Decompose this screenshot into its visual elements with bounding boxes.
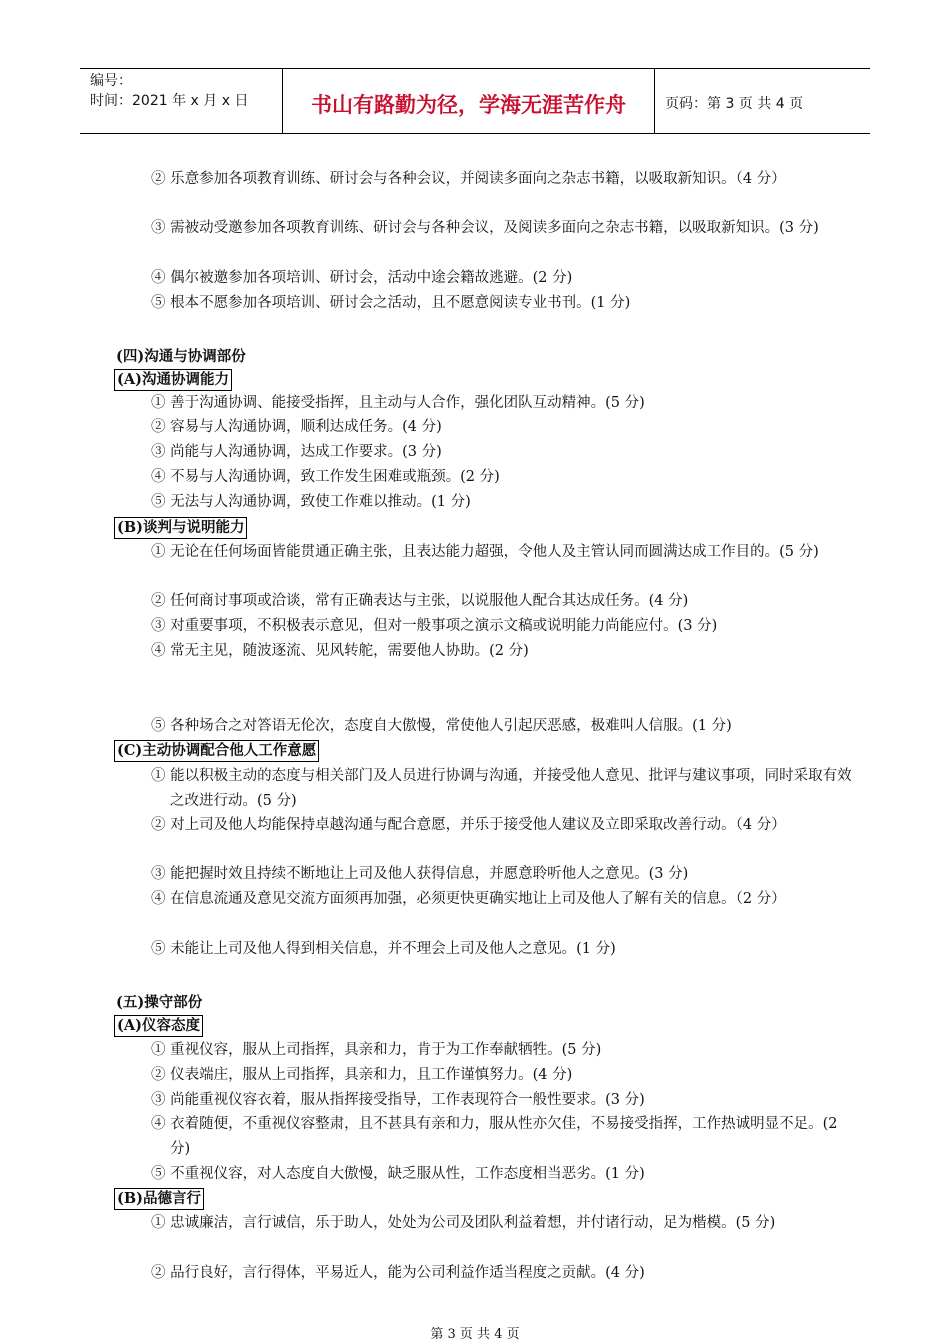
page-header — [80, 68, 870, 134]
subsection-title: (B)品德言行 — [114, 1188, 204, 1210]
list-item: ③ 能把握时效且持续不断地让上司及他人获得信息，并愿意聆听他人之意见。(3 分) — [151, 866, 689, 882]
subsection-title: (A)沟通协调能力 — [114, 369, 232, 391]
list-item: ① 无论在任何场面皆能贯通正确主张，且表达能力超强，令他人及主管认同而圆满达成工作目的。(5 分) — [151, 544, 819, 560]
list-item: ③ 对重要事项，不积极表示意见，但对一般事项之演示文稿或说明能力尚能应付。(3 分) — [151, 618, 718, 634]
list-item: ② 乐意参加各项教育训练、研讨会与各种会议，并阅读多面向之杂志书籍，以吸取新知识。（4 分） — [151, 171, 786, 187]
list-item: ① 能以积极主动的态度与相关部门及人员进行协调与沟通，并接受他人意见、批评与建议事项，同时采取有效之改进行动。(5 分) — [151, 768, 852, 809]
list-item: ⑤ 根本不愿参加各项培训、研讨会之活动，且不愿意阅读专业书刊。(1 分) — [151, 295, 631, 311]
list-item: ⑤ 不重视仪容，对人态度自大傲慢，缺乏服从性，工作态度相当恶劣。(1 分) — [151, 1166, 645, 1182]
list-item: ② 仪表端庄，服从上司指挥，具亲和力，且工作谨慎努力。(4 分) — [151, 1067, 573, 1083]
document-date: 时间：2021 年 x 月 x 日 — [90, 93, 249, 109]
list-item: ② 容易与人沟通协调，顺利达成任务。(4 分) — [151, 419, 442, 435]
header-meta — [80, 69, 283, 133]
list-item: ④ 常无主见，随波逐流、见风转舵，需要他人协助。(2 分) — [151, 643, 529, 659]
list-item: ① 忠诚廉洁，言行诚信，乐于助人，处处为公司及团队利益着想，并付诸行动，足为楷模。(5 分) — [151, 1215, 776, 1231]
subsection-title: (C)主动协调配合他人工作意愿 — [114, 740, 319, 762]
section-title: (四)沟通与协调部份 — [116, 348, 246, 365]
list-item: ⑤ 各种场合之对答语无伦次，态度自大傲慢，常使他人引起厌恶感，极难叫人信服。(1 分) — [151, 718, 732, 734]
list-item: ⑤ 无法与人沟通协调，致使工作难以推动。(1 分) — [151, 494, 471, 510]
list-item: ④ 在信息流通及意见交流方面须再加强，必须更快更确实地让上司及他人了解有关的信息。（2 分） — [151, 891, 786, 907]
list-item: ② 对上司及他人均能保持卓越沟通与配合意愿，并乐于接受他人建议及立即采取改善行动。（4 分） — [151, 817, 786, 833]
list-item: ③ 需被动受邀参加各项教育训练、研讨会与各种会议，及阅读多面向之杂志书籍，以吸取新知识。(3 分) — [151, 220, 819, 236]
list-item: ② 品行良好，言行得体，平易近人，能为公司利益作适当程度之贡献。(4 分) — [151, 1265, 645, 1281]
list-item: ① 重视仪容，服从上司指挥，具亲和力，肯于为工作奉献牺牲。(5 分) — [151, 1042, 602, 1058]
list-item: ⑤ 未能让上司及他人得到相关信息，并不理会上司及他人之意见。(1 分) — [151, 941, 616, 957]
list-item: ③ 尚能与人沟通协调，达成工作要求。(3 分) — [151, 444, 442, 460]
list-item: ① 善于沟通协调、能接受指挥，且主动与人合作，强化团队互动精神。(5 分) — [151, 395, 645, 411]
subsection-title: (A)仪容态度 — [114, 1015, 203, 1037]
list-item: ④ 偶尔被邀参加各项培训、研讨会，活动中途会籍故逃避。(2 分) — [151, 270, 573, 286]
section-title: (五)操守部份 — [116, 994, 203, 1011]
list-item: ④ 不易与人沟通协调，致工作发生困难或瓶颈。(2 分) — [151, 469, 500, 485]
list-item: ③ 尚能重视仪容衣着，服从指挥接受指导，工作表现符合一般性要求。(3 分) — [151, 1092, 645, 1108]
list-item: ④ 衣着随便，不重视仪容整肃，且不甚具有亲和力，服从性亦欠佳，不易接受指挥，工作热诚明显不足。(2 分) — [151, 1116, 838, 1157]
header-motto: 书山有路勤为径，学海无涯苦作舟 — [283, 69, 655, 133]
document-number-label: 编号： — [90, 73, 132, 89]
subsection-title: (B)谈判与说明能力 — [114, 517, 247, 539]
list-item: ② 任何商讨事项或洽谈，常有正确表达与主张，以说服他人配合其达成任务。(4 分) — [151, 593, 689, 609]
page-footer: 第 3 页 共 4 页 — [430, 1327, 520, 1342]
header-page-info: 页码：第 3 页 共 4 页 — [665, 96, 804, 112]
